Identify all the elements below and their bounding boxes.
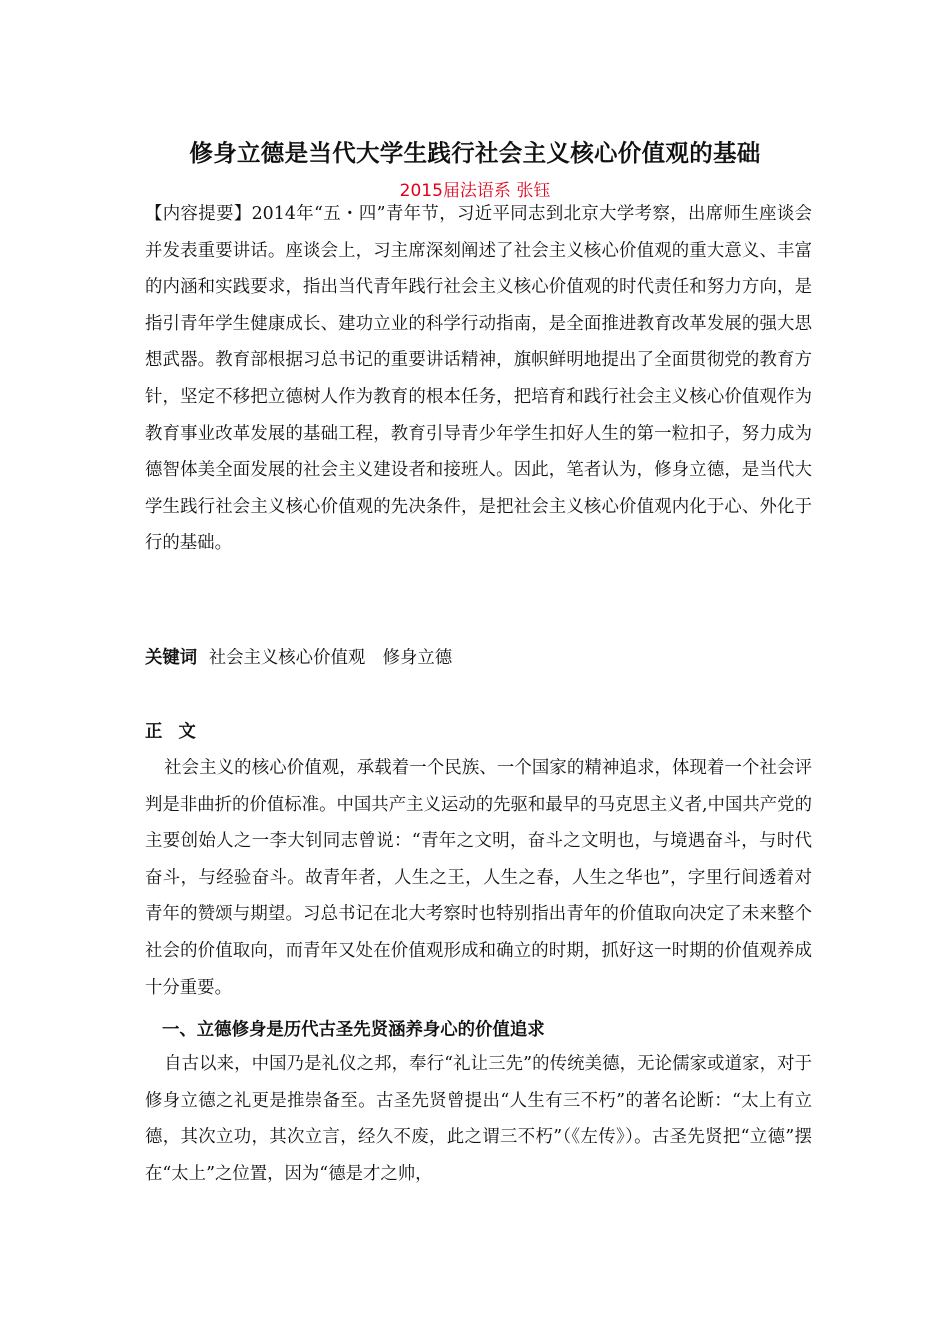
body-paragraph-1: 社会主义的核心价值观，承载着一个民族、一个国家的精神追求，体现着一个社会评判是非曲折的价值标准。中国共产主义运动的先驱和最早的马克思主义者,中国共产党的主要创始人之一李大钊同志曾说：“青年之文明，奋斗之文明也，与境遇奋斗，与时代奋斗，与经验奋斗。故青年者，人生之王，人生之春，人生之华也”，字里行间透着对青年的赞颂与期望。习总书记在北大考察时也特别指出青年的价值取向决定了未来整个社会的价值取向，而青年又处在价值观形成和确立的时期，抓好这一时期的价值观养成十分重要。 [145, 758, 812, 998]
section-1-heading: 一、立德修身是历代古圣先贤涵养身心的价值追求 [162, 1020, 545, 1040]
section-1-paragraph-1: 自古以来，中国乃是礼仪之邦，奉行“礼让三先”的传统美德，无论儒家或道家，对于修身立德之礼更是推崇备至。古圣先贤曾提出“人生有三不朽”的著名论断：“太上有立德，其次立功，其次立言，经久不废，此之谓三不朽”（《左传》）。古圣先贤把“立德”摆在“太上”之位置，因为“德是才之帅， [145, 1054, 812, 1184]
body-heading: 正文 [145, 722, 212, 742]
document-title: 修身立德是当代大学生践行社会主义核心价值观的基础 [189, 139, 761, 167]
keywords-line [145, 640, 452, 676]
keywords-label: 关键词 [145, 648, 198, 668]
author-line: 2015届法语系 张钰 [399, 181, 551, 201]
abstract-paragraph: 【内容提要】2014年“五・四”青年节，习近平同志到北京大学考察，出席师生座谈会并发表重要讲话。座谈会上，习主席深刻阐述了社会主义核心价值观的重大意义、丰富的内涵和实践要求，指出当代青年践行社会主义核心价值观的时代责任和努力方向，是指引青年学生健康成长、建功立业的科学行动指南，是全面推进教育改革发展的强大思想武器。教育部根据习总书记的重要讲话精神，旗帜鲜明地提出了全面贯彻党的教育方针，坚定不移把立德树人作为教育的根本任务，把培育和践行社会主义核心价值观作为教育事业改革发展的基础工程，教育引导青少年学生扣好人生的第一粒扣子，努力成为德智体美全面发展的社会主义建设者和接班人。因此，笔者认为，修身立德，是当代大学生践行社会主义核心价值观的先决条件，是把社会主义核心价值观内化于心、外化于行的基础。 [145, 204, 812, 554]
keywords-text: 社会主义核心价值观 修身立德 [208, 648, 453, 668]
